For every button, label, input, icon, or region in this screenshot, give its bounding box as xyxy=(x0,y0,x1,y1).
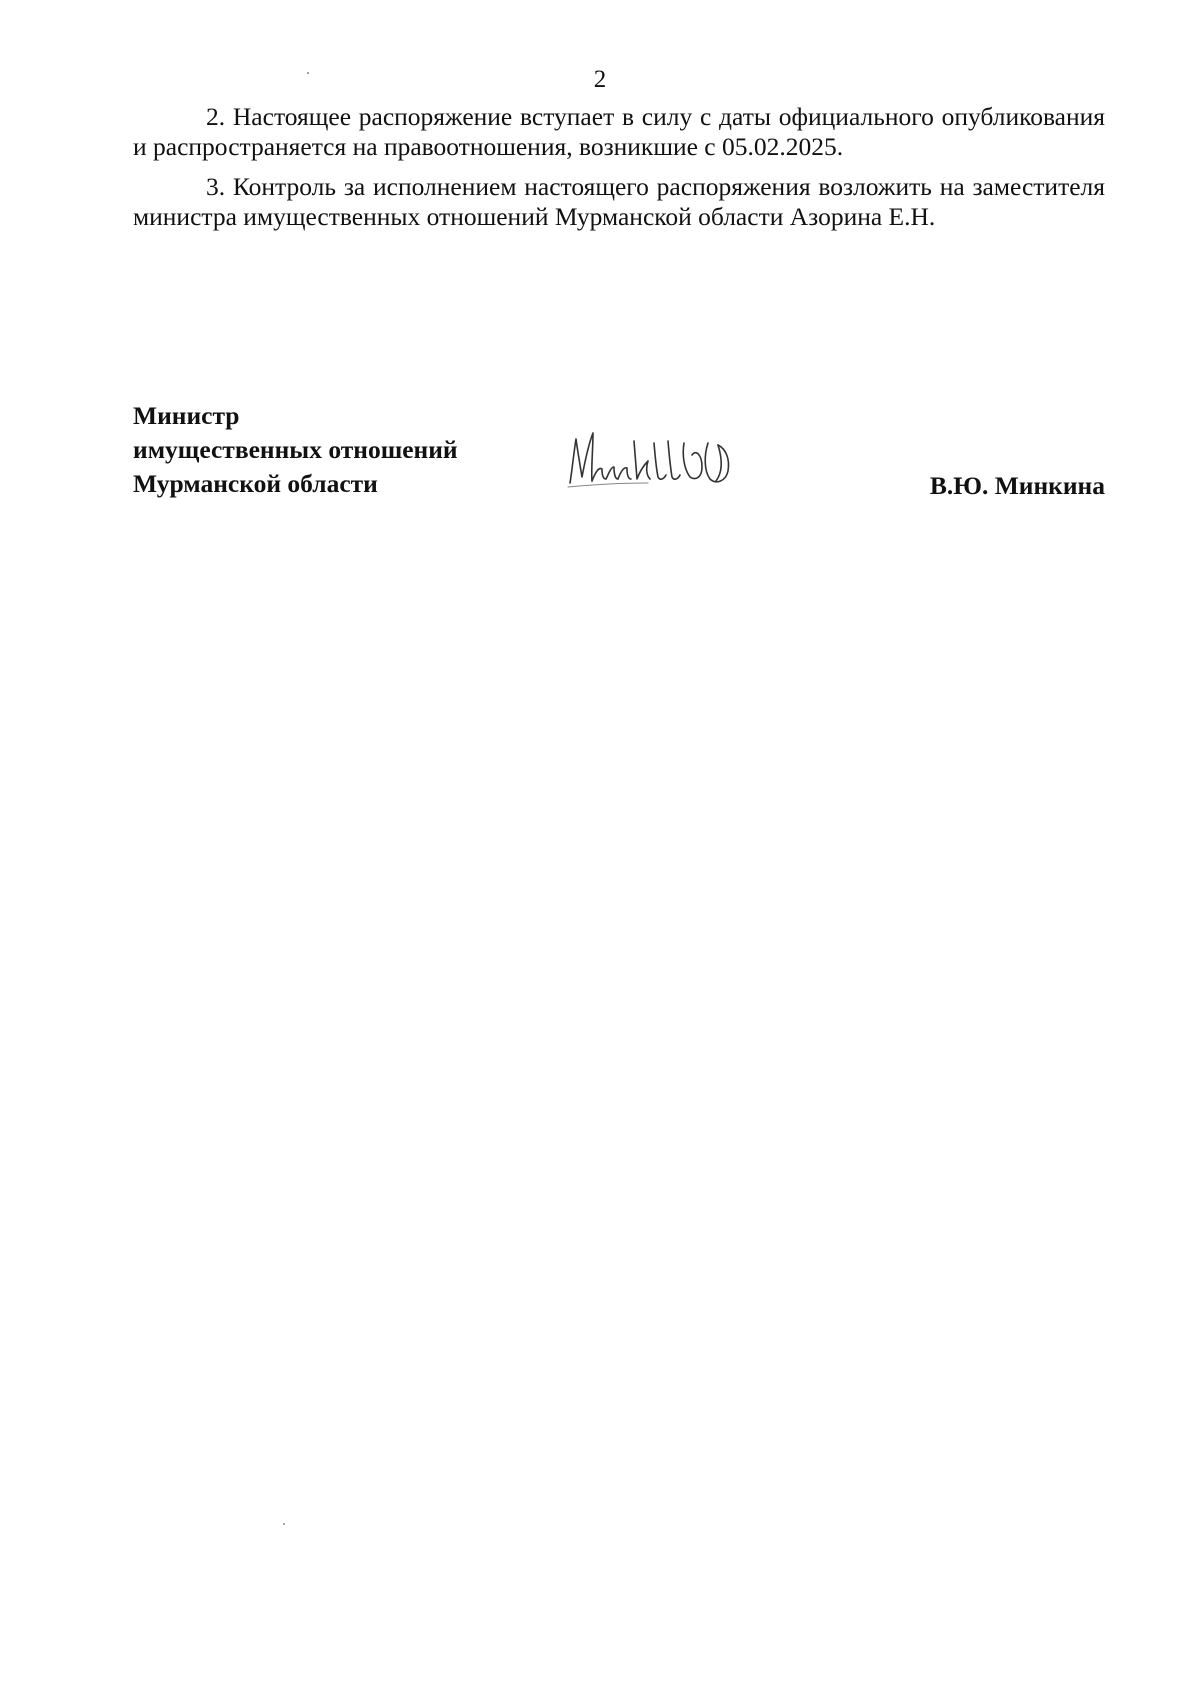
paragraph-control: 3. Контроль за исполнением настоящего распоряжения возложить на заместителя министра имущественных отношений Мурманской области Азорина Е.Н. xyxy=(133,172,1105,231)
scan-speck xyxy=(283,1523,285,1525)
signatory-position xyxy=(133,399,458,501)
signatory-position-line: имущественных отношений xyxy=(133,435,458,464)
page-number: 2 xyxy=(593,66,607,93)
signature-block xyxy=(133,399,1105,509)
scan-speck xyxy=(307,72,309,74)
document-body xyxy=(133,102,1105,242)
paragraph-effective-date: 2. Настоящее распоряжение вступает в силу с даты официального опубликования и распространяется на правоотношения, возникшие с 05.02.2025. xyxy=(133,102,1105,161)
signatory-name: В.Ю. Минкина xyxy=(929,471,1105,500)
signatory-position-line: Мурманской области xyxy=(133,469,378,498)
handwritten-signature xyxy=(558,421,768,501)
signatory-position-line: Министр xyxy=(133,401,240,430)
